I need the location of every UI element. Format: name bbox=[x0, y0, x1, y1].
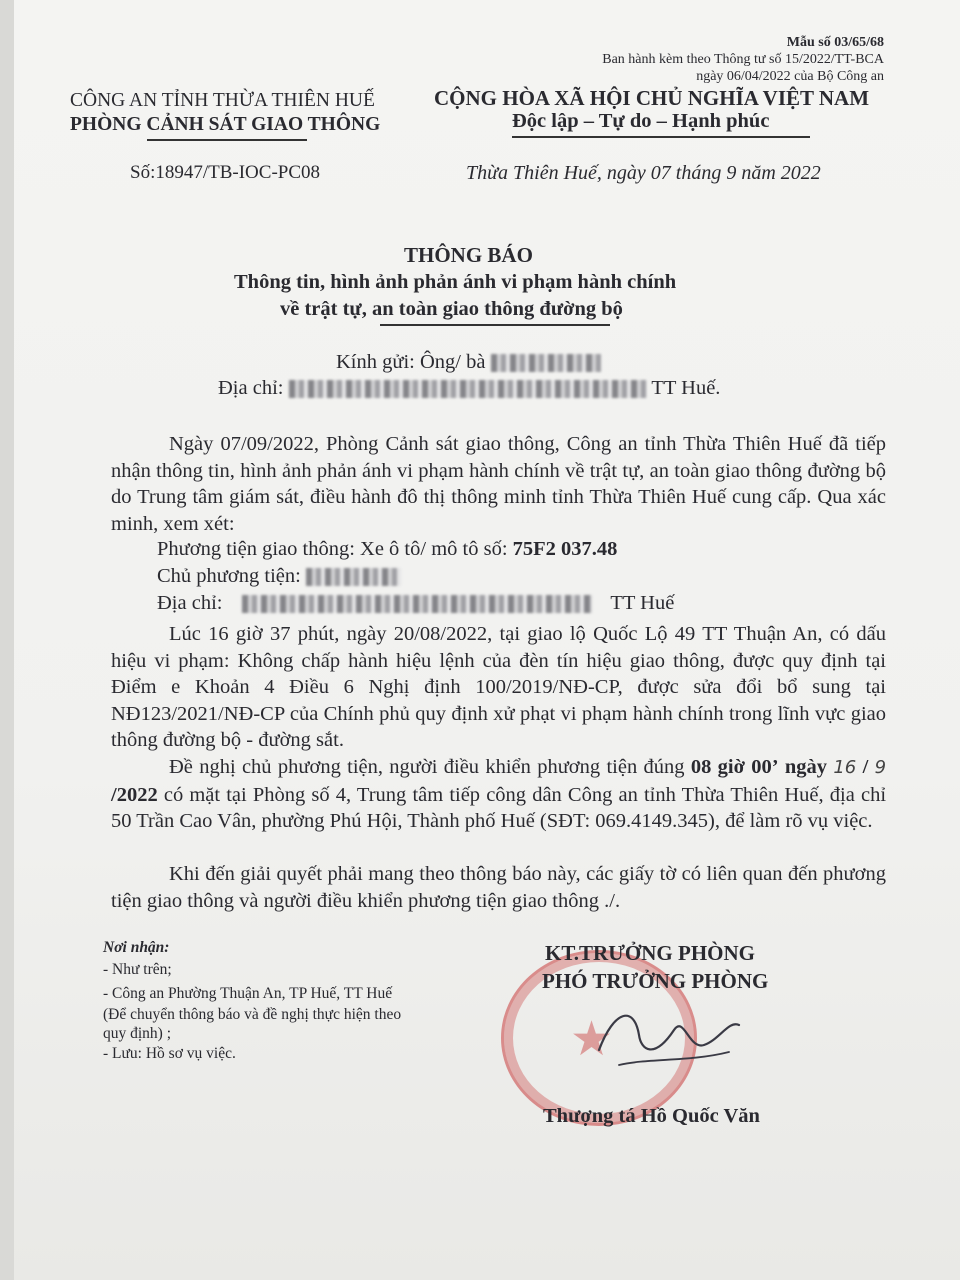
recipient-item: - Như trên; bbox=[103, 961, 172, 978]
vehicle-line bbox=[157, 538, 617, 561]
form-issued-date: ngày 06/04/2022 của Bộ Công an bbox=[696, 69, 884, 84]
redacted-owner bbox=[306, 568, 401, 586]
form-number: Mẫu số 03/65/68 bbox=[786, 35, 884, 50]
document-number: Số:18947/TB-IOC-PC08 bbox=[130, 162, 321, 183]
closing-text: Khi đến giải quyết phải mang theo thông báo này, các giấy tờ có liên quan đến phương tiện giao thông và người điều khiển phương tiện giao thông ./. bbox=[111, 863, 886, 912]
signer-role-2: PHÓ TRƯỞNG PHÒNG bbox=[542, 969, 769, 993]
signer-role-1: KT.TRƯỞNG PHÒNG bbox=[545, 941, 755, 965]
owner-address-label: Địa chỉ: bbox=[157, 592, 223, 614]
intro-text: Ngày 07/09/2022, Phòng Cảnh sát giao thông, Công an tỉnh Thừa Thiên Huế đã tiếp nhận thông tin, hình ảnh phản ánh vi phạm hành chính về trật tự, an toàn giao thông đường bộ do Trung tâm giám sát, điều hành đô thị thông minh tỉnh Thừa Thiên Huế cung cấp. Qua xác minh, xem xét: bbox=[111, 433, 886, 535]
address-tail: TT Huế. bbox=[651, 377, 721, 399]
document-page bbox=[14, 0, 960, 1280]
request-paragraph bbox=[111, 754, 886, 835]
address-line bbox=[218, 377, 720, 400]
recipient-item: quy định) ; bbox=[103, 1025, 172, 1042]
owner-address-line bbox=[157, 592, 674, 615]
recipient-item: (Để chuyển thông báo và đề nghị thực hiện theo bbox=[103, 1006, 402, 1023]
request-year: /2022 bbox=[111, 783, 158, 806]
request-date-separator: / bbox=[862, 756, 869, 778]
request-day-label: ngày bbox=[784, 756, 828, 778]
document-subtitle-1: Thông tin, hình ảnh phản ánh vi phạm hành chính bbox=[234, 271, 677, 293]
seal-star-icon: ★ bbox=[570, 1013, 614, 1066]
nation-motto: Độc lập – Tự do – Hạnh phúc bbox=[512, 110, 770, 132]
recipients-title: Nơi nhận: bbox=[103, 939, 170, 956]
recipient-item: - Lưu: Hồ sơ vụ việc. bbox=[103, 1045, 236, 1062]
address-label: Địa chỉ: bbox=[218, 377, 284, 399]
document-subtitle-2: về trật tự, an toàn giao thông đường bộ bbox=[280, 298, 623, 320]
violation-text: Lúc 16 giờ 37 phút, ngày 20/08/2022, tại giao lộ Quốc Lộ 49 TT Thuận An, có dấu hiệu vi phạm: Không chấp hành hiệu lệnh của đèn tín hiệu giao thông, được quy định tại Điểm e Khoản 4 Điều 6 Nghị định 100/2019/NĐ-CP, được sửa đổi bổ sung tại NĐ123/2021/NĐ-CP của Chính phủ quy định xử phạt vi phạm hành chính trong lĩnh vực giao thông đường bộ - đường sắt. bbox=[111, 623, 886, 751]
violation-paragraph bbox=[111, 621, 886, 754]
redacted-name bbox=[491, 354, 601, 372]
owner-label: Chủ phương tiện: bbox=[157, 565, 301, 587]
recipient-item: - Công an Phường Thuận An, TP Huế, TT Huế bbox=[103, 985, 393, 1002]
redacted-address bbox=[289, 380, 647, 398]
form-issued-with: Ban hành kèm theo Thông tư số 15/2022/TT-BCA bbox=[602, 52, 884, 67]
vehicle-label: Phương tiện giao thông: Xe ô tô/ mô tô số: bbox=[157, 538, 508, 560]
request-text-pre: Đề nghị chủ phương tiện, người điều khiển phương tiện đúng bbox=[169, 756, 685, 778]
title-underline bbox=[380, 324, 610, 326]
signer-name: Thượng tá Hồ Quốc Văn bbox=[543, 1105, 760, 1127]
department-name: PHÒNG CẢNH SÁT GIAO THÔNG bbox=[70, 114, 381, 135]
nation-title: CỘNG HÒA XÃ HỘI CHỦ NGHĨA VIỆT NAM bbox=[434, 86, 870, 110]
document-title: THÔNG BÁO bbox=[404, 243, 533, 267]
addressee-line bbox=[336, 351, 601, 374]
license-plate: 75F2 037.48 bbox=[512, 538, 618, 560]
department-underline bbox=[147, 139, 307, 141]
place-date: Thừa Thiên Huế, ngày 07 tháng 9 năm 2022 bbox=[466, 162, 821, 184]
request-month-handwritten: 9 bbox=[874, 757, 887, 778]
closing-paragraph bbox=[111, 861, 886, 914]
redacted-owner-address bbox=[242, 595, 592, 613]
agency-name: CÔNG AN TỈNH THỪA THIÊN HUẾ bbox=[70, 90, 375, 111]
intro-paragraph bbox=[111, 431, 886, 537]
request-text-post: có mặt tại Phòng số 4, Trung tâm tiếp công dân Công an tỉnh Thừa Thiên Huế, địa chỉ 50 Trần Cao Vân, phường Phú Hội, Thành phố Huế (SĐT: 069.4149.345), để làm rõ vụ việc. bbox=[111, 783, 887, 832]
request-day-handwritten: 16 bbox=[833, 757, 857, 778]
owner-line bbox=[157, 565, 401, 588]
owner-address-tail: TT Huế bbox=[610, 592, 675, 614]
motto-underline bbox=[512, 136, 810, 138]
request-time: 08 giờ 00’ bbox=[690, 756, 779, 778]
addressee-label: Kính gửi: Ông/ bà bbox=[336, 351, 486, 373]
handwritten-signature bbox=[579, 990, 749, 1080]
